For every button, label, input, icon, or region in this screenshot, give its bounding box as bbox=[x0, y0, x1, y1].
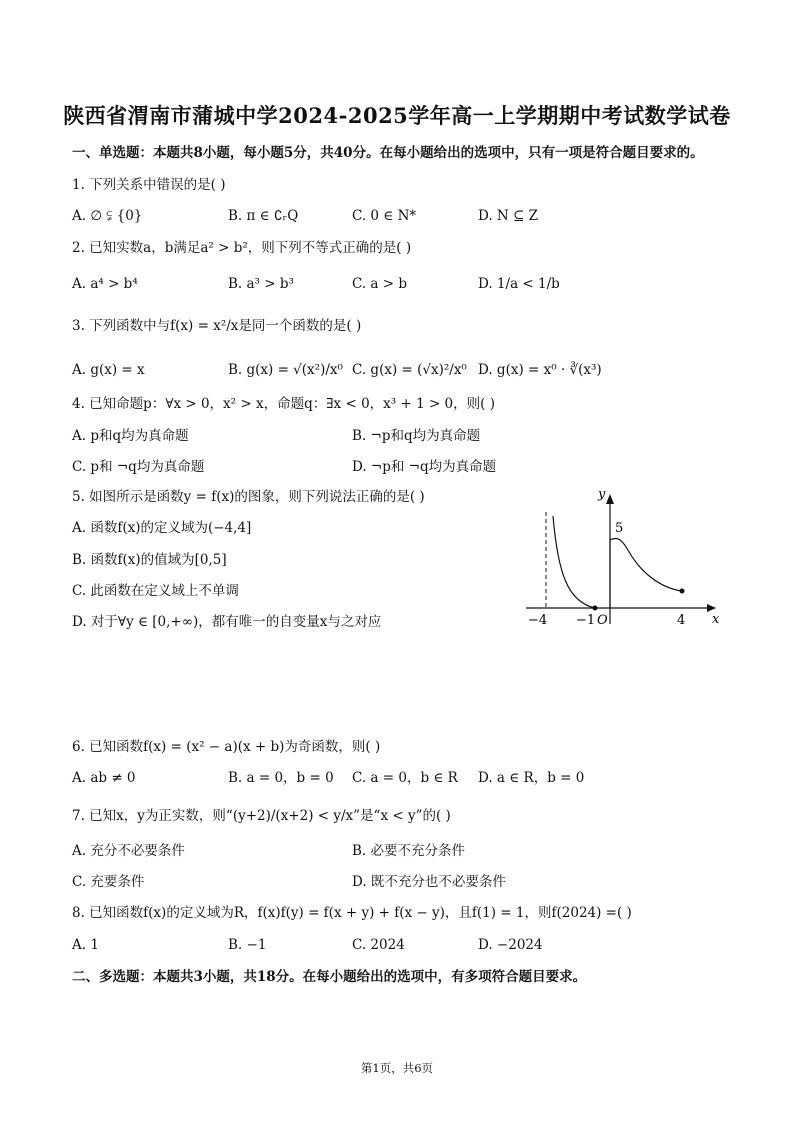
question-8-option-a: A. 1 bbox=[72, 937, 99, 953]
question-1-option-b: B. π ∈ ∁ᵣQ bbox=[228, 208, 299, 224]
question-3-option-d: D. g(x) = x⁰ · ∛(x³) bbox=[478, 362, 602, 378]
y-axis-arrow bbox=[606, 494, 614, 504]
question-1-option-d: D. N ⊆ Z bbox=[478, 208, 539, 224]
label-origin: O bbox=[597, 613, 608, 628]
question-6-option-a: A. ab ≠ 0 bbox=[72, 770, 136, 786]
question-8-option-b: B. −1 bbox=[228, 937, 267, 953]
question-6-option-c: C. a = 0，b ∈ R bbox=[352, 770, 458, 786]
page-title: 陕西省渭南市蒲城中学2024-2025学年高一上学期期中考试数学试卷 bbox=[63, 103, 731, 128]
question-6-option-b: B. a = 0，b = 0 bbox=[228, 770, 334, 786]
question-7-option-d: D. 既不充分也不必要条件 bbox=[352, 874, 506, 890]
question-2-option-c: C. a > b bbox=[352, 276, 408, 292]
question-2-option-a: A. a⁴ > b⁴ bbox=[72, 276, 138, 292]
question-7-option-b: B. 必要不充分条件 bbox=[352, 843, 466, 859]
page-footer: 第1页，共6页 bbox=[360, 1061, 434, 1075]
question-8-stem: 8. 已知函数f(x)的定义域为R，f(x)f(y) = f(x + y) + f(x − y)，且f(1) = 1，则f(2024) =( ) bbox=[72, 905, 632, 921]
question-7-option-c: C. 充要条件 bbox=[72, 874, 145, 890]
left-curve bbox=[553, 516, 595, 608]
question-3-option-c: C. g(x) = (√x)²/x⁰ bbox=[352, 362, 467, 378]
label-four: 4 bbox=[677, 613, 686, 628]
question-7-stem: 7. 已知x，y为正实数，则“(y+2)/(x+2) < y/x”是“x < y”的( ) bbox=[72, 808, 451, 824]
y-axis-label: y bbox=[598, 487, 606, 502]
point-4 bbox=[680, 589, 685, 594]
section-2-header: 二、多选题：本题共3小题，共18分。在每小题给出的选项中，有多项符合题目要求。 bbox=[72, 969, 587, 985]
question-1-stem: 1. 下列关系中错误的是( ) bbox=[72, 177, 226, 193]
question-5-option-b: B. 函数f(x)的值域为[0,5] bbox=[72, 552, 227, 568]
question-5-option-d: D. 对于∀y ∈ [0,+∞)，都有唯一的自变量x与之对应 bbox=[72, 614, 382, 630]
question-3-option-a: A. g(x) = x bbox=[72, 362, 145, 378]
question-2-option-d: D. 1/a < 1/b bbox=[478, 276, 560, 292]
x-axis-arrow bbox=[707, 604, 716, 612]
point-minus-1 bbox=[593, 606, 598, 611]
question-3-stem: 3. 下列函数中与f(x) = x²/x是同一个函数的是( ) bbox=[72, 318, 362, 334]
question-3-option-b: B. g(x) = √(x²)/x⁰ bbox=[228, 362, 343, 378]
question-4-option-b: B. ¬p和q均为真命题 bbox=[352, 428, 481, 444]
question-5-option-a: A. 函数f(x)的定义域为(−4,4] bbox=[72, 520, 252, 536]
question-1-option-c: C. 0 ∈ N* bbox=[352, 208, 417, 224]
question-4-stem: 4. 已知命题p：∀x > 0，x² > x，命题q：∃x < 0，x³ + 1 > 0，则( ) bbox=[72, 396, 495, 412]
function-graph bbox=[520, 484, 726, 630]
right-curve bbox=[610, 538, 682, 591]
question-5-option-c: C. 此函数在定义域上不单调 bbox=[72, 583, 239, 599]
question-1-option-a: A. ∅ ⫋ {0} bbox=[72, 208, 143, 224]
question-2-stem: 2. 已知实数a，b满足a² > b²，则下列不等式正确的是( ) bbox=[72, 240, 412, 256]
question-2-option-b: B. a³ > b³ bbox=[228, 276, 294, 292]
question-8-option-c: C. 2024 bbox=[352, 937, 405, 953]
question-4-option-d: D. ¬p和 ¬q均为真命题 bbox=[352, 459, 497, 475]
label-minus-one: −1 bbox=[576, 613, 596, 628]
question-6-option-d: D. a ∈ R，b = 0 bbox=[478, 770, 585, 786]
label-five: 5 bbox=[615, 521, 624, 536]
question-6-stem: 6. 已知函数f(x) = (x² − a)(x + b)为奇函数，则( ) bbox=[72, 739, 381, 755]
section-1-header: 一、单选题：本题共8小题，每小题5分，共40分。在每小题给出的选项中，只有一项是符合题目要求的。 bbox=[72, 145, 704, 161]
question-8-option-d: D. −2024 bbox=[478, 937, 543, 953]
x-axis-label: x bbox=[712, 612, 720, 627]
question-7-option-a: A. 充分不必要条件 bbox=[72, 843, 185, 859]
label-minus-four: −4 bbox=[528, 613, 548, 628]
question-4-option-a: A. p和q均为真命题 bbox=[72, 428, 189, 444]
question-5-stem: 5. 如图所示是函数y = f(x)的图象，则下列说法正确的是( ) bbox=[72, 489, 425, 505]
question-4-option-c: C. p和 ¬q均为真命题 bbox=[72, 459, 205, 475]
